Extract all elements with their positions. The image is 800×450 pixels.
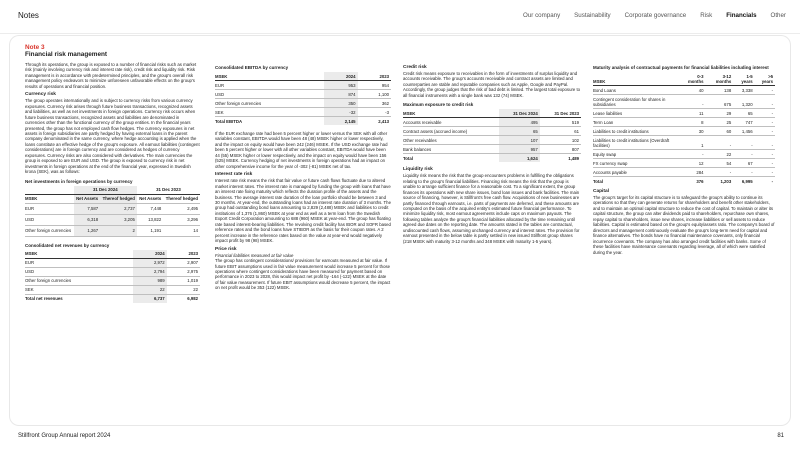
content-panel — [10, 36, 790, 425]
net-assets-header: Net Assets — [74, 194, 100, 203]
date-2024-header: 31 Dec 2024 — [74, 186, 137, 195]
table-row: Contract assets (accrued income) 65 61 — [403, 128, 579, 134]
top-bar — [0, 0, 800, 34]
table-row: Bond Loans 40 138 3,338 - — [593, 87, 773, 93]
maturity-table: MSEK 0-3 months 3-12 months 1-5 years >5 years Bond Loans 40 138 3,338 - Contingent consideration for shares in subsidiaries - 675 1,320 - Lease liabilities 11 29 65 - Term Loan 8 25 747 - Liabilities to credit institutions 30 60 1,456 - Liabilities to credit institutions (Overdraft facilities) 1 - - - Equity swap - 22 - - FX currency swap 12 54 67 - Accounts payable 284 - - - Total 376 1,203 6,995 - — [593, 73, 773, 184]
table-row: USD 6,318 3,205 13,822 3,296 — [25, 214, 200, 225]
column-4 — [593, 44, 775, 258]
hedged-header: Thereof hedged — [100, 194, 137, 203]
table-total-row: Total EBITDA 2,145 2,413 — [215, 118, 389, 124]
section-title: Notes — [18, 11, 39, 20]
ebitda-title: Consolidated EBITDA by currency — [215, 65, 289, 70]
net-revenues-table: MSEK 2024 2023 EUR 2,972 2,907 USD 2,794 2,975 Other foreign currencies 989 1,019 SEK 22 22 Total net revenues 6,737 6,982 — [25, 251, 198, 302]
intro-paragraph: Through its operations, the group is exposed to a number of financial risks such as market risk (mainly involving currency risk and interest rate risk), credit risk and liquidity risk. Risk management is in accordance with predetermined principles, and the group's overall risk management policy endeavors to minimize unforeseen unfavorable effects on the group's results of operations and financial position. — [25, 62, 197, 89]
table-row: Contingent consideration for shares in subsidiaries - 675 1,320 - — [593, 96, 773, 107]
price-subheading: Financial liabilities measured at fair value — [215, 252, 294, 258]
nav-corporate-governance[interactable]: Corporate governance — [624, 12, 687, 19]
column-1 — [25, 44, 200, 306]
table-row: USD 874 1,100 — [215, 91, 389, 97]
table-total-row: Total 376 1,203 6,995 - — [593, 178, 773, 184]
table-row: Term Loan 8 25 747 - — [593, 119, 773, 125]
ebitda-table: MSEK 2024 2023 EUR 953 954 USD 874 1,100 Other foreign currencies 350 362 SEK -32 -3 Total EBITDA 2,145 2,413 — [215, 73, 389, 124]
max-credit-table: MSEK 31 Dec 2024 31 Dec 2023 Accounts receivable 495 519 Contract assets (accrued income) 65 61 Other receivables 107 102 Bank balances 957 807 Total 1,624 1,489 — [403, 110, 579, 161]
hedged-header: Thereof hedged — [163, 194, 200, 203]
table-row: Other receivables 107 102 — [403, 137, 579, 143]
page-number: 81 — [777, 433, 784, 439]
table-row: Liabilities to credit institutions (Overdraft facilities) 1 - - - — [593, 137, 773, 148]
table-row: Accounts payable 284 - - - — [593, 169, 773, 175]
nav-sustainability[interactable]: Sustainability — [574, 12, 611, 19]
table-row: Other foreign currencies 989 1,019 — [25, 278, 198, 284]
table-row: EUR 2,972 2,907 — [25, 260, 198, 266]
table-row: Other foreign currencies 1,267 2 1,191 14 — [25, 225, 200, 236]
interest-heading: Interest rate risk — [215, 172, 253, 178]
page-footer — [0, 428, 800, 450]
column-2 — [215, 44, 391, 294]
interest-paragraph: Interest rate risk means the risk that fair value or future cash flows fluctuate due to altered market interest rates. The interest rate is managed by funding the group with loans that have an interest rate fixing maturity which reflects the duration profile of the assets and the business. The average interest rate duration of the loan portfolio should be between 3 and 30 months. At year-end, the outstanding loans had an interest rate duration of 3 months. The group had outstanding bond loans amounting to 2,829 (2,488) MSEK and liabilities to credit institutions of 1,376 (1,860) MSEK at year end as well as a term loan from the Swedish Export Credit Corporation amounting to 688 (960) MSEK at year-end. The group has floating rate based interest-bearing liabilities. The revolving credit facility has IBOR and SOFR based reference rates and the bond loans have STIBOR as the basis for their coupon rates. A 2 percent increase in the reference rates based on the value at year-end would negatively impact profit by 98 (98) MSEK. — [215, 178, 391, 244]
fx-sensitivity-paragraph: If the EUR exchange rate had been 5 percent higher or lower versus the SEK with all other variables constant, EBITDA would have been 48 (48) MSEK higher or lower respectively, and the impact on equity would have been 242 (246) MSEK. If the USD exchange rate had been 5 percent higher or lower with all other variables constant, EBITDA would have been 44 (55) MSEK higher or lower respectively, and the impact on equity would have been 156 (525) MSEK. Currency hedging of net investments in foreign operations had an impact on other comprehensive income for the year of -302 (-81) MSEK net of tax. — [215, 131, 388, 169]
net-assets-header: Net Assets — [137, 194, 163, 203]
table-row: Liabilities to credit institutions 30 60 1,456 - — [593, 128, 773, 134]
column-3 — [403, 44, 581, 247]
table-row: FX currency swap 12 54 67 - — [593, 160, 773, 166]
date-2023-header: 31 Dec 2023 — [137, 186, 200, 195]
liquidity-paragraph: Liquidity risk means the risk that the group encounters problems in fulfilling the obligations relating to the group's financial liabilities. Financing risk means the risk that the group is unable to arrange sufficient finance for a reasonable cost. To a significant extent, the group finances its operations with new share issues, bond loan issues and bank facilities. The main source of financing, however, is Stillfront's free cash flow. Acquisitions of new businesses are partly financed through earnouts, i.e. parts of payments are deferred, and these amounts are computed on the basis of the acquired entity's estimated future financial performance. To minimize liquidity risk, most earnout agreements include caps on maximum payouts. The following tables analyze the group's financial liabilities allocated by the time remaining until agreed due dates on the reporting date. The amounts stated in the tables are contractual, undiscounted cash flows, assuming unchanged currency and interest rates. The provision for earnout presented in the below table is partly settled in new issued Stillfront group shares (218 MSEK with maturity 3-12 months and 348 MSEK with maturity 1-5 years). — [403, 173, 580, 244]
price-heading: Price risk — [215, 246, 237, 252]
note-title: Financial risk management — [25, 51, 108, 58]
nav-other[interactable]: Other — [770, 12, 786, 19]
table-row: SEK 22 22 — [25, 287, 198, 293]
max-credit-title: Maximum exposure to credit risk — [403, 102, 474, 108]
note-number: Note 3 — [25, 44, 45, 51]
net-investments-table — [25, 186, 200, 237]
footer-report-name: Stillfront Group Annual report 2024 — [18, 433, 111, 439]
msek-header: MSEK — [25, 194, 74, 203]
credit-paragraph: Credit risk means exposure to receivables in the form of investments of surplus liquidity and accounts receivable. The group's accounts receivable and contract assets are limited and counterparties are stable and reputable companies such as Apple, Google and PayPal. Accordingly, the group judges that the risk of bad debt is limited. The largest total exposure to all financial instruments with a single bank was 132 (74) MSEK. — [403, 71, 581, 98]
maturity-title: Maturity analysis of contractual payments for financial liabilities including interest — [593, 65, 769, 70]
nav-our-company[interactable]: Our company — [523, 12, 561, 19]
liquidity-heading: Liquidity risk — [403, 167, 433, 173]
table-row: Accounts receivable 495 519 — [403, 119, 579, 125]
capital-paragraph: The group's target for its capital structure is to safeguard the group's ability to continue its operations so that they can generate returns for shareholders and benefit other stakeholders, and to maintain an optimal capital structure to reduce the cost of capital. To maintain or alter its capital structure, the group can alter dividends paid to shareholders, repurchase own shares, repay capital to shareholders, issue new shares, increase liabilities or sell assets to reduce liabilities. Capital is estimated based on the group's equity/assets ratio. The company's board of directors and management continuously evaluate the group's long-term need for capital and finance alternatives. The bonds have no financial maintenance covenants, only financial incurrence covenants. The company has also arranged credit facilities with banks. Some of these facilities have maintenance covenants regarding leverage, all of which were satisfied during the year. — [593, 195, 775, 255]
nav-risk[interactable]: Risk — [700, 12, 713, 19]
table-total-row: Total net revenues 6,737 6,982 — [25, 296, 198, 302]
table-row: Lease liabilities 11 29 65 - — [593, 110, 773, 116]
top-nav — [523, 12, 786, 19]
table-row: Other foreign currencies 350 362 — [215, 100, 389, 106]
table-total-row: Total 1,624 1,489 — [403, 155, 579, 161]
table-row: SEK -32 -3 — [215, 109, 389, 115]
table-row: Equity swap - 22 - - — [593, 151, 773, 157]
nav-financials[interactable]: Financials — [726, 12, 757, 19]
table-row: EUR 953 954 — [215, 82, 389, 88]
table-row: USD 2,794 2,975 — [25, 269, 198, 275]
table-row: EUR 7,587 2,737 7,448 2,495 — [25, 203, 200, 214]
currency-heading: Currency risk — [25, 92, 56, 98]
capital-heading: Capital — [593, 189, 609, 194]
price-paragraph: The group has contingent considerations/ provisions for earnouts measured at fair value. If future EBIT assumptions used in fair value measurement would increase 5 percent for those operations where contingent considerations have been measured for payment based on performance in 2023 to 2028, this would impact net profit by -164 (-122) MSEK at the date of fair value measurement. If future EBIT assumptions would decrease 5 percent, the impact on net profit would be 353 (122) MSEK. — [215, 258, 391, 291]
currency-paragraph: The group operates internationally and is subject to currency risks from various currency exposures. Currency risk arises through future business transactions, recognized assets and liabilities, as well as net investments in foreign operations. Currency risk occurs when future business transactions, recognized assets and liabilities are denominated in currencies other than the functional currency of the group entities. In the financial years presented, the group has not employed cash flow hedges. The currency exposures in net assets in foreign subsidiaries are partly hedged by having external loans in the parent company denominated in the same currency, where hedge accounting is applied when the loans constitute an effective hedge of the group's exposure. All earnout liabilities (contingent considerations) are in foreign currency and are considered as hedges of currency exposures. Currency risks are also considered with derivatives. The main currencies the group is exposed to are EUR and USD. The group is exposed to currency risk in net investments in foreign operations at the end of the financial year, expressed in Swedish krona (SEK), was as follows: — [25, 98, 200, 175]
table-row: Bank balances 957 807 — [403, 146, 579, 152]
credit-heading: Credit risk — [403, 65, 427, 70]
net-revenues-title: Consolidated net revenues by currency — [25, 242, 110, 248]
net-investments-title: Net investments in foreign operations by currency — [25, 178, 133, 184]
